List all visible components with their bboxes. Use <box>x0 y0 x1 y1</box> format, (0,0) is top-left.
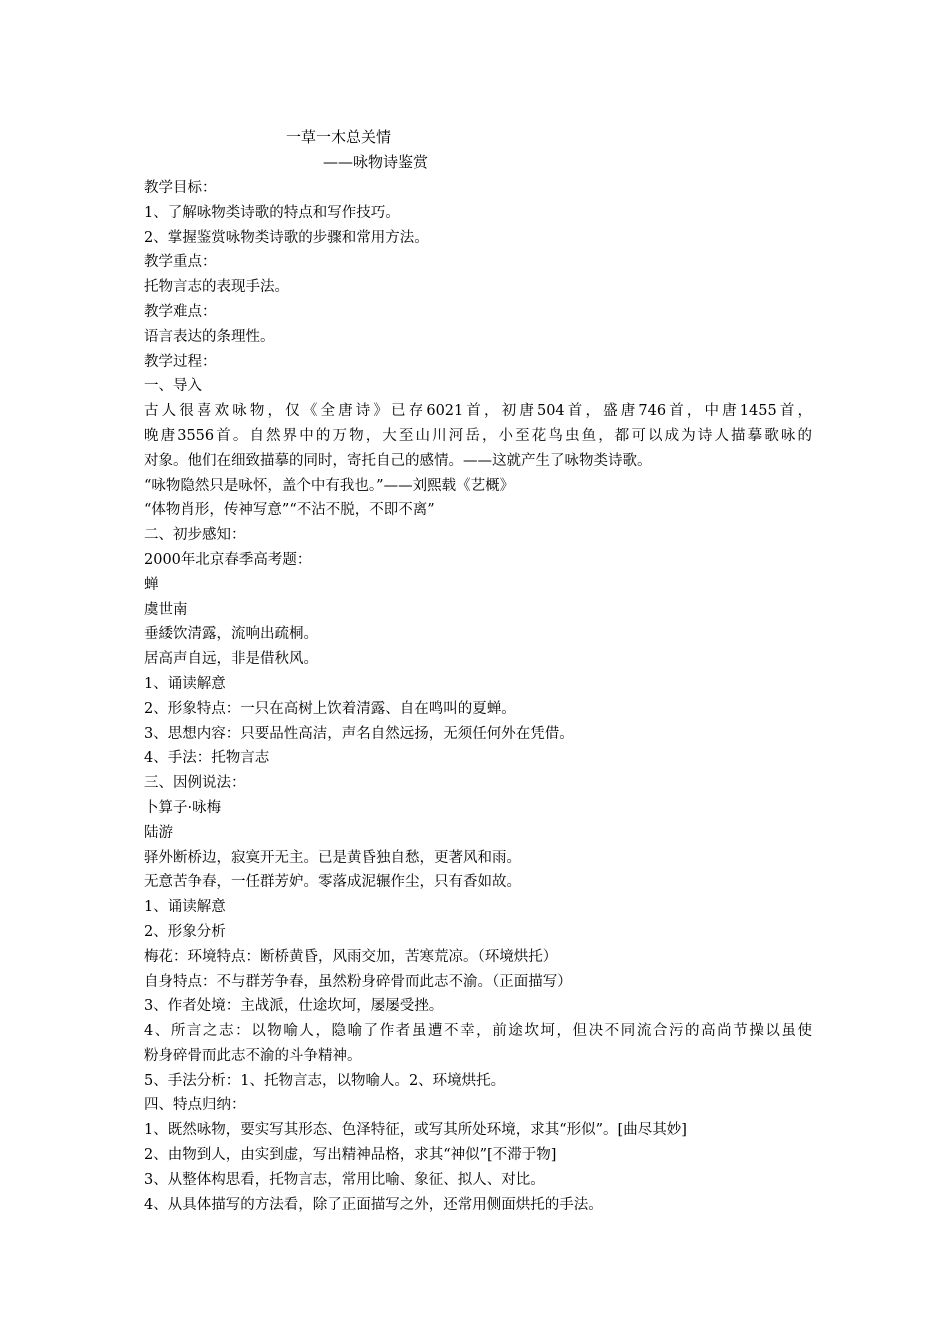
text-line: 5、手法分析：1、托物言志，以物喻人。2、环境烘托。 <box>144 1072 506 1089</box>
text-line: 3、思想内容：只要品性高洁，声名自然远扬，无须任何外在凭借。 <box>144 725 574 742</box>
text-line: “咏物隐然只是咏怀，盖个中有我也。”——刘熙载《艺概》 <box>144 477 515 494</box>
text-line: 自身特点：不与群芳争春，虽然粉身碎骨而此志不渝。（正面描写） <box>144 973 572 990</box>
document-subtitle: ——咏物诗鉴赏 <box>323 153 429 171</box>
text-line: 3、从整体构思看，托物言志，常用比喻、象征、拟人、对比。 <box>144 1171 545 1188</box>
text-line: 4、所言之志：以物喻人，隐喻了作者虽遭不幸，前途坎坷，但决不同流合污的高尚节操以虽使 <box>144 1023 812 1040</box>
text-line: 四、特点归纳： <box>144 1097 246 1114</box>
text-line: 4、从具体描写的方法看，除了正面描写之外，还常用侧面烘托的手法。 <box>144 1196 603 1213</box>
text-line: 三、因例说法： <box>144 775 246 792</box>
text-line: “体物肖形，传神写意”“不沾不脱，不即不离” <box>144 502 435 519</box>
text-line: 居高声自远，非是借秋风。 <box>144 651 318 668</box>
document-body <box>144 176 812 1217</box>
text-line: 古人很喜欢咏物，仅《全唐诗》已存6021首，初唐504首，盛唐746首，中唐1455首， <box>144 403 812 420</box>
text-line: 二、初步感知： <box>144 527 246 544</box>
text-line: 教学目标： <box>144 180 217 196</box>
text-line: 2、掌握鉴赏咏物类诗歌的步骤和常用方法。 <box>144 229 429 246</box>
text-line: 粉身碎骨而此志不渝的斗争精神。 <box>144 1047 362 1064</box>
text-line: 托物言志的表现手法。 <box>144 279 289 296</box>
text-line: 2、形象特点：一只在高树上饮着清露、自在鸣叫的夏蝉。 <box>144 700 516 717</box>
text-line: 教学重点： <box>144 254 217 271</box>
text-line: 语言表达的条理性。 <box>144 328 275 345</box>
text-line: 2000年北京春季高考题： <box>144 551 312 568</box>
text-line: 1、诵读解意 <box>144 899 226 916</box>
text-line: 教学过程： <box>144 353 217 370</box>
document-title: 一草一木总关情 <box>286 128 392 146</box>
text-line: 一、导入 <box>144 378 202 395</box>
text-line: 对象。他们在细致描摹的同时，寄托自己的感情。——这就产生了咏物类诗歌。 <box>144 452 652 469</box>
text-line: 蝉 <box>144 576 159 593</box>
text-line: 2、形象分析 <box>144 923 226 940</box>
text-line: 垂緌饮清露，流响出疏桐。 <box>144 626 318 643</box>
text-line: 2、由物到人，由实到虚，写出精神品格，求其“神似”[不滞于物] <box>144 1147 557 1164</box>
text-line: 教学难点： <box>144 303 217 320</box>
text-line: 晚唐3556首。自然界中的万物，大至山川河岳，小至花鸟虫鱼，都可以成为诗人描摹歌咏的 <box>144 427 812 444</box>
text-line: 1、诵读解意 <box>144 675 226 692</box>
text-line: 梅花：环境特点：断桥黄昏，风雨交加，苦寒荒凉。（环境烘托） <box>144 948 558 965</box>
text-line: 1、了解咏物类诗歌的特点和写作技巧。 <box>144 204 400 221</box>
text-line: 卜算子·咏梅 <box>144 799 222 816</box>
text-line: 无意苦争春，一任群芳妒。零落成泥辗作尘，只有香如故。 <box>144 874 521 891</box>
text-line: 虞世南 <box>144 601 188 618</box>
text-line: 1、既然咏物，要实写其形态、色泽特征，或写其所处环境，求其“形似”。[曲尽其妙] <box>144 1122 687 1139</box>
text-line: 3、作者处境：主战派，仕途坎坷，屡屡受挫。 <box>144 998 444 1015</box>
text-line: 陆游 <box>144 824 173 841</box>
text-line: 4、手法：托物言志 <box>144 750 270 767</box>
text-line: 驿外断桥边，寂寞开无主。已是黄昏独自愁，更著风和雨。 <box>144 849 521 866</box>
